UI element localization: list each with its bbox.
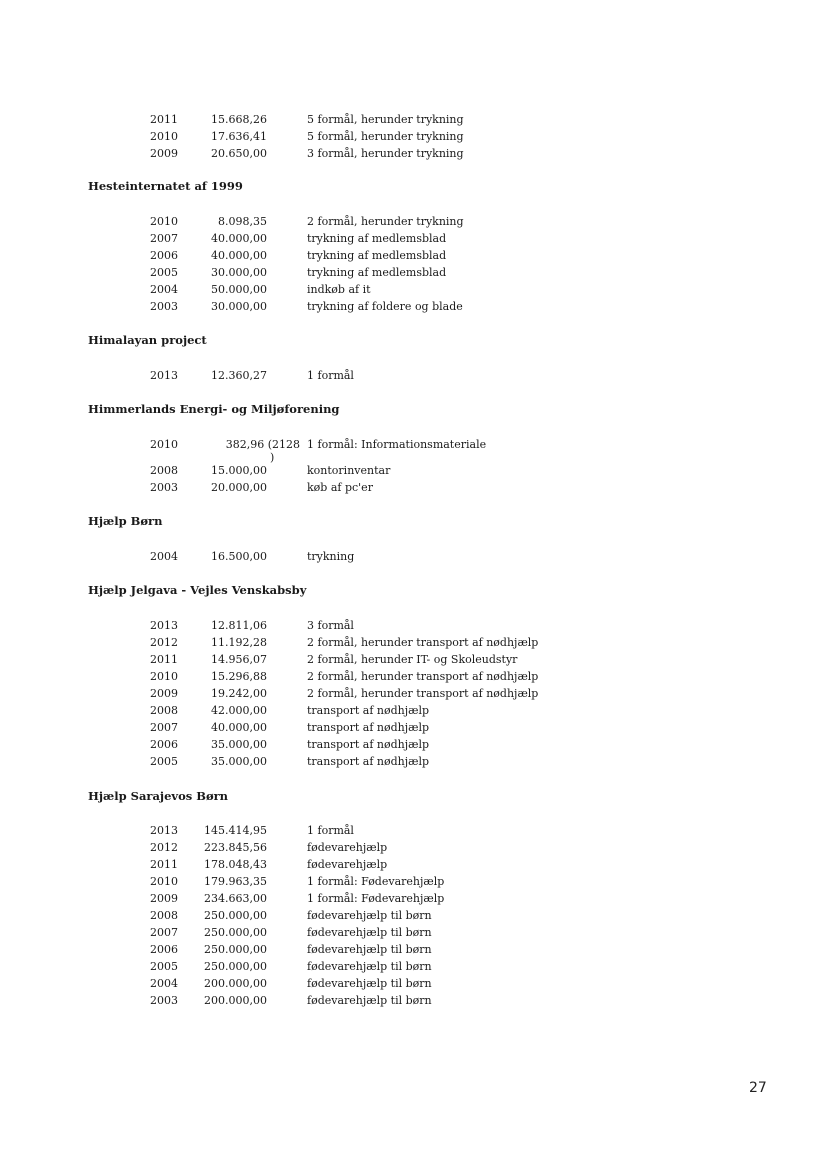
year-cell: 2004 xyxy=(150,977,178,990)
section-heading: Hjælp Børn xyxy=(88,514,163,528)
description-cell: 1 formål: Informationsmateriale xyxy=(307,438,487,451)
amount-cell: 16.500,00 xyxy=(211,550,267,563)
year-cell: 2010 xyxy=(150,215,178,228)
amount-cell: 30.000,00 xyxy=(211,300,267,313)
description-cell: 2 formål, herunder transport af nødhjælp xyxy=(307,687,539,700)
year-cell: 2012 xyxy=(150,841,178,854)
description-cell: 1 formål xyxy=(307,369,354,382)
description-cell: trykning xyxy=(307,550,355,563)
year-cell: 2005 xyxy=(150,755,178,768)
amount-cell: 30.000,00 xyxy=(211,266,267,279)
description-cell: 5 formål, herunder trykning xyxy=(307,113,464,126)
amount-cell: 20.650,00 xyxy=(211,147,267,160)
year-cell: 2009 xyxy=(150,147,178,160)
year-cell: 2010 xyxy=(150,670,178,683)
amount-continuation: ) xyxy=(270,451,275,464)
year-cell: 2007 xyxy=(150,926,178,939)
amount-cell: 250.000,00 xyxy=(204,960,267,973)
amount-cell: 40.000,00 xyxy=(211,249,267,262)
amount-cell: 12.360,27 xyxy=(211,369,267,382)
description-cell: indkøb af it xyxy=(307,283,371,296)
section-heading: Hjælp Jelgava - Vejles Venskabsby xyxy=(88,583,307,597)
amount-cell: 35.000,00 xyxy=(211,755,267,768)
amount-cell: 223.845,56 xyxy=(204,841,267,854)
year-cell: 2010 xyxy=(150,438,178,451)
description-cell: fødevarehjælp xyxy=(307,858,388,871)
amount-cell: 250.000,00 xyxy=(204,909,267,922)
description-cell: fødevarehjælp til børn xyxy=(307,943,432,956)
amount-cell: 250.000,00 xyxy=(204,943,267,956)
amount-cell: 200.000,00 xyxy=(204,977,267,990)
year-cell: 2006 xyxy=(150,738,178,751)
year-cell: 2011 xyxy=(150,858,178,871)
year-cell: 2007 xyxy=(150,721,178,734)
year-cell: 2013 xyxy=(150,824,178,837)
amount-cell: 382,96 (2128 xyxy=(225,438,300,451)
year-cell: 2008 xyxy=(150,704,178,717)
amount-cell: 14.956,07 xyxy=(211,653,267,666)
description-cell: 3 formål xyxy=(307,619,354,632)
section-heading: Hjælp Sarajevos Børn xyxy=(88,789,229,803)
description-cell: fødevarehjælp til børn xyxy=(307,977,432,990)
description-cell: kontorinventar xyxy=(307,464,391,477)
year-cell: 2004 xyxy=(150,550,178,563)
year-cell: 2010 xyxy=(150,130,178,143)
year-cell: 2003 xyxy=(150,481,178,494)
page-number: 27 xyxy=(749,1080,767,1096)
year-cell: 2004 xyxy=(150,283,178,296)
year-cell: 2013 xyxy=(150,619,178,632)
year-cell: 2010 xyxy=(150,875,178,888)
year-cell: 2008 xyxy=(150,464,178,477)
description-cell: fødevarehjælp til børn xyxy=(307,960,432,973)
year-cell: 2006 xyxy=(150,943,178,956)
amount-cell: 40.000,00 xyxy=(211,232,267,245)
description-cell: fødevarehjælp til børn xyxy=(307,994,432,1007)
description-cell: køb af pc'er xyxy=(307,481,373,494)
description-cell: trykning af medlemsblad xyxy=(307,232,447,245)
description-cell: 2 formål, herunder transport af nødhjælp xyxy=(307,636,539,649)
amount-cell: 19.242,00 xyxy=(211,687,267,700)
description-cell: fødevarehjælp til børn xyxy=(307,909,432,922)
amount-cell: 200.000,00 xyxy=(204,994,267,1007)
year-cell: 2005 xyxy=(150,266,178,279)
year-cell: 2007 xyxy=(150,232,178,245)
amount-cell: 40.000,00 xyxy=(211,721,267,734)
description-cell: 1 formål: Fødevarehjælp xyxy=(307,892,445,905)
year-cell: 2013 xyxy=(150,369,178,382)
year-cell: 2012 xyxy=(150,636,178,649)
amount-cell: 35.000,00 xyxy=(211,738,267,751)
description-cell: trykning af medlemsblad xyxy=(307,266,447,279)
description-cell: fødevarehjælp til børn xyxy=(307,926,432,939)
section-heading: Himalayan project xyxy=(88,333,207,347)
year-cell: 2011 xyxy=(150,653,178,666)
description-cell: 2 formål, herunder trykning xyxy=(307,215,464,228)
amount-cell: 12.811,06 xyxy=(211,619,267,632)
year-cell: 2005 xyxy=(150,960,178,973)
description-cell: transport af nødhjælp xyxy=(307,704,430,717)
description-cell: fødevarehjælp xyxy=(307,841,388,854)
amount-cell: 145.414,95 xyxy=(204,824,267,837)
amount-cell: 250.000,00 xyxy=(204,926,267,939)
amount-cell: 20.000,00 xyxy=(211,481,267,494)
description-cell: 1 formål: Fødevarehjælp xyxy=(307,875,445,888)
amount-cell: 17.636,41 xyxy=(211,130,267,143)
year-cell: 2008 xyxy=(150,909,178,922)
description-cell: 2 formål, herunder IT- og Skoleudstyr xyxy=(307,653,518,666)
description-cell: 3 formål, herunder trykning xyxy=(307,147,464,160)
amount-cell: 234.663,00 xyxy=(204,892,267,905)
amount-cell: 178.048,43 xyxy=(204,858,267,871)
description-cell: trykning af foldere og blade xyxy=(307,300,463,313)
year-cell: 2006 xyxy=(150,249,178,262)
amount-cell: 179.963,35 xyxy=(204,875,267,888)
description-cell: trykning af medlemsblad xyxy=(307,249,447,262)
amount-cell: 42.000,00 xyxy=(211,704,267,717)
year-cell: 2003 xyxy=(150,994,178,1007)
description-cell: transport af nødhjælp xyxy=(307,721,430,734)
amount-cell: 15.000,00 xyxy=(211,464,267,477)
amount-cell: 50.000,00 xyxy=(211,283,267,296)
amount-cell: 15.296,88 xyxy=(211,670,267,683)
description-cell: 1 formål xyxy=(307,824,354,837)
amount-cell: 11.192,28 xyxy=(211,636,267,649)
section-heading: Hesteinternatet af 1999 xyxy=(88,179,243,193)
year-cell: 2011 xyxy=(150,113,178,126)
description-cell: 2 formål, herunder transport af nødhjælp xyxy=(307,670,539,683)
section-heading: Himmerlands Energi- og Miljøforening xyxy=(88,402,340,416)
description-cell: 5 formål, herunder trykning xyxy=(307,130,464,143)
amount-cell: 8.098,35 xyxy=(218,215,267,228)
year-cell: 2003 xyxy=(150,300,178,313)
description-cell: transport af nødhjælp xyxy=(307,755,430,768)
year-cell: 2009 xyxy=(150,687,178,700)
description-cell: transport af nødhjælp xyxy=(307,738,430,751)
year-cell: 2009 xyxy=(150,892,178,905)
amount-cell: 15.668,26 xyxy=(211,113,267,126)
